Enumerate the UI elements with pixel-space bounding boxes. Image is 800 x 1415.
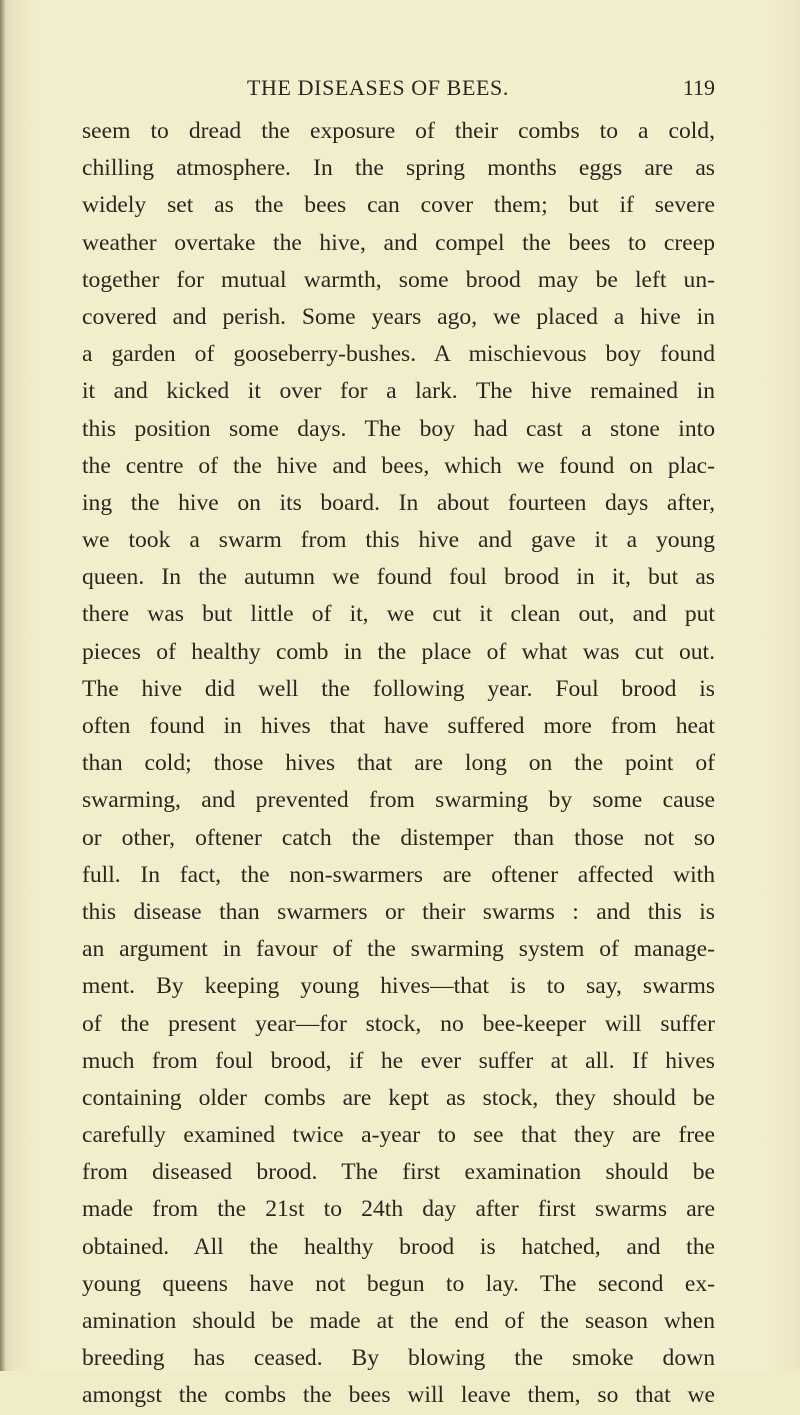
- text-line: or other, oftener catch the distemper than those not so: [82, 824, 715, 851]
- text-line: widely set as the bees can cover them; but if severe: [82, 192, 715, 219]
- binding-gutter: [0, 0, 6, 1371]
- page-number: 119: [682, 75, 715, 100]
- text-line: much from foul brood, if he ever suffer at all. If hives: [82, 1047, 715, 1074]
- text-line: an argument in favour of the swarming system of manage-: [82, 936, 715, 963]
- text-line: made from the 21st to 24th day after first swarms are: [82, 1196, 715, 1223]
- text-line: amination should be made at the end of the season when: [82, 1308, 715, 1334]
- text-line: ing the hive on its board. In about fourteen days after,: [82, 489, 715, 516]
- text-line: ment. By keeping young hives—that is to say, swarms: [82, 973, 715, 1000]
- text-line: containing older combs are kept as stock, they should be: [82, 1084, 715, 1111]
- text-line: breeding has ceased. By blowing the smoke down: [82, 1345, 715, 1372]
- text-line: The hive did well the following year. Foul brood is: [82, 675, 715, 702]
- text-line: this position some days. The boy had cast a stone into: [82, 415, 715, 442]
- text-line: together for mutual warmth, some brood may be left un-: [82, 266, 715, 293]
- text-line: swarming, and prevented from swarming by some cause: [82, 787, 715, 814]
- text-line: seem to dread the exposure of their combs to a cold,: [82, 118, 715, 144]
- text-line: pieces of healthy comb in the place of what was cut out.: [82, 638, 715, 665]
- body-text: [82, 113, 715, 1415]
- text-line: obtained. All the healthy brood is hatched, and the: [82, 1233, 715, 1260]
- text-line: from diseased brood. The first examination should be: [82, 1159, 715, 1186]
- text-line: the centre of the hive and bees, which we found on plac-: [82, 452, 715, 479]
- text-line: we took a swarm from this hive and gave it a young: [82, 527, 715, 554]
- text-line: than cold; those hives that are long on the point of: [82, 750, 715, 777]
- text-line: full. In fact, the non-swarmers are oftener affected with: [82, 861, 715, 888]
- text-line: often found in hives that have suffered more from heat: [82, 713, 715, 739]
- text-line: carefully examined twice a-year to see that they are free: [82, 1122, 715, 1149]
- text-line: it and kicked it over for a lark. The hive remained in: [82, 378, 715, 405]
- text-line: weather overtake the hive, and compel the bees to creep: [82, 229, 715, 256]
- text-line: amongst the combs the bees will leave them, so that we: [82, 1382, 715, 1409]
- running-title: THE DISEASES OF BEES.: [247, 75, 509, 100]
- text-line: young queens have not begun to lay. The second ex-: [82, 1270, 715, 1297]
- text-line: covered and perish. Some years ago, we placed a hive in: [82, 303, 715, 330]
- text-line: a garden of gooseberry-bushes. A mischievous boy found: [82, 341, 715, 368]
- text-line: there was but little of it, we cut it clean out, and put: [82, 601, 715, 628]
- text-line: queen. In the autumn we found foul brood in it, but as: [82, 564, 715, 591]
- text-line: chilling atmosphere. In the spring months eggs are as: [82, 155, 715, 182]
- text-line: this disease than swarmers or their swarms : and this is: [82, 898, 715, 925]
- text-line: of the present year—for stock, no bee-keeper will suffer: [82, 1010, 715, 1037]
- running-head: [82, 75, 715, 105]
